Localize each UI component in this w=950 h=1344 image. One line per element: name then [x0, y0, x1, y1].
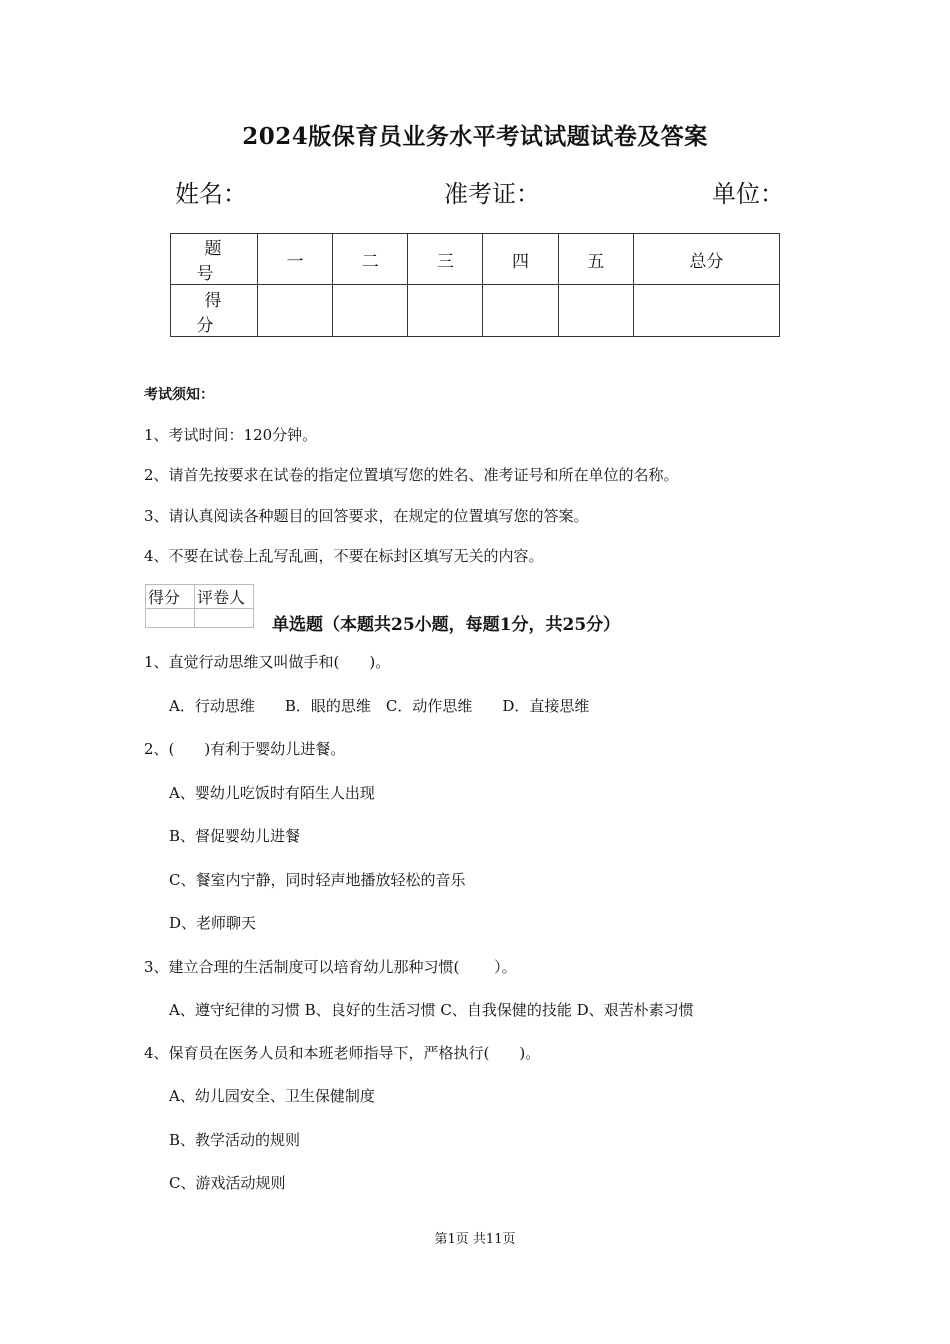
score-label: 得 分	[171, 285, 258, 337]
question-3-stem: 3、建立合理的生活制度可以培育幼儿那种习惯( ）。	[144, 958, 517, 976]
question-2-option-b: B、督促婴幼儿进餐	[169, 827, 301, 845]
score-cell-1[interactable]	[258, 285, 333, 337]
column-2: 二	[333, 234, 408, 285]
score-cell-total[interactable]	[633, 285, 779, 337]
score-cell-5[interactable]	[558, 285, 633, 337]
column-total: 总分	[633, 234, 779, 285]
score-table-header-row	[171, 234, 780, 285]
question-4-option-a: A、幼儿园安全、卫生保健制度	[169, 1087, 375, 1105]
score-cell-2[interactable]	[333, 285, 408, 337]
question-4-option-c: C、游戏活动规则	[169, 1174, 286, 1192]
question-2-option-a: A、婴幼儿吃饭时有陌生人出现	[169, 784, 375, 802]
column-5: 五	[558, 234, 633, 285]
notice-item-1: 1、考试时间：120分钟。	[144, 426, 318, 444]
page-footer: 第1页 共11页	[434, 1232, 516, 1247]
unit-field-label: 单位：	[712, 180, 784, 208]
grader-reviewer-cell[interactable]	[195, 609, 254, 628]
question-4-stem: 4、保育员在医务人员和本班老师指导下，严格执行( )。	[144, 1044, 541, 1062]
document-title: 2024版保育员业务水平考试试题试卷及答案	[242, 123, 708, 150]
question-2-option-c: C、餐室内宁静，同时轻声地播放轻松的音乐	[169, 871, 466, 889]
score-cell-4[interactable]	[483, 285, 558, 337]
section-title: 单选题（本题共25小题，每题1分，共25分）	[272, 615, 621, 635]
grader-box	[145, 584, 254, 628]
question-2-option-d: D、老师聊天	[169, 914, 257, 932]
score-cell-3[interactable]	[408, 285, 483, 337]
notice-item-3: 3、请认真阅读各种题目的回答要求，在规定的位置填写您的答案。	[144, 507, 589, 525]
score-table-score-row	[171, 285, 780, 337]
question-1-options: A．行动思维 B．眼的思维 C．动作思维 D．直接思维	[169, 697, 590, 715]
question-number-label: 题 号	[171, 234, 258, 285]
column-3: 三	[408, 234, 483, 285]
notice-item-2: 2、请首先按要求在试卷的指定位置填写您的姓名、准考证号和所在单位的名称。	[144, 466, 679, 484]
grader-score-label: 得分	[146, 585, 195, 609]
notice-item-4: 4、不要在试卷上乱写乱画，不要在标封区填写无关的内容。	[144, 547, 544, 565]
notice-heading: 考试须知：	[144, 387, 214, 403]
question-3-options: A、遵守纪律的习惯 B、良好的生活习惯 C、自我保健的技能 D、艰苦朴素习惯	[169, 1001, 694, 1019]
question-1-stem: 1、直觉行动思维又叫做手和( )。	[144, 653, 391, 671]
grader-score-cell[interactable]	[146, 609, 195, 628]
exam-number-field-label: 准考证：	[444, 180, 540, 208]
question-2-stem: 2、( )有利于婴幼儿进餐。	[144, 740, 346, 758]
score-table	[170, 233, 780, 337]
column-1: 一	[258, 234, 333, 285]
grader-reviewer-label: 评卷人	[195, 585, 254, 609]
column-4: 四	[483, 234, 558, 285]
question-4-option-b: B、教学活动的规则	[169, 1131, 301, 1149]
name-field-label: 姓名：	[175, 180, 247, 208]
